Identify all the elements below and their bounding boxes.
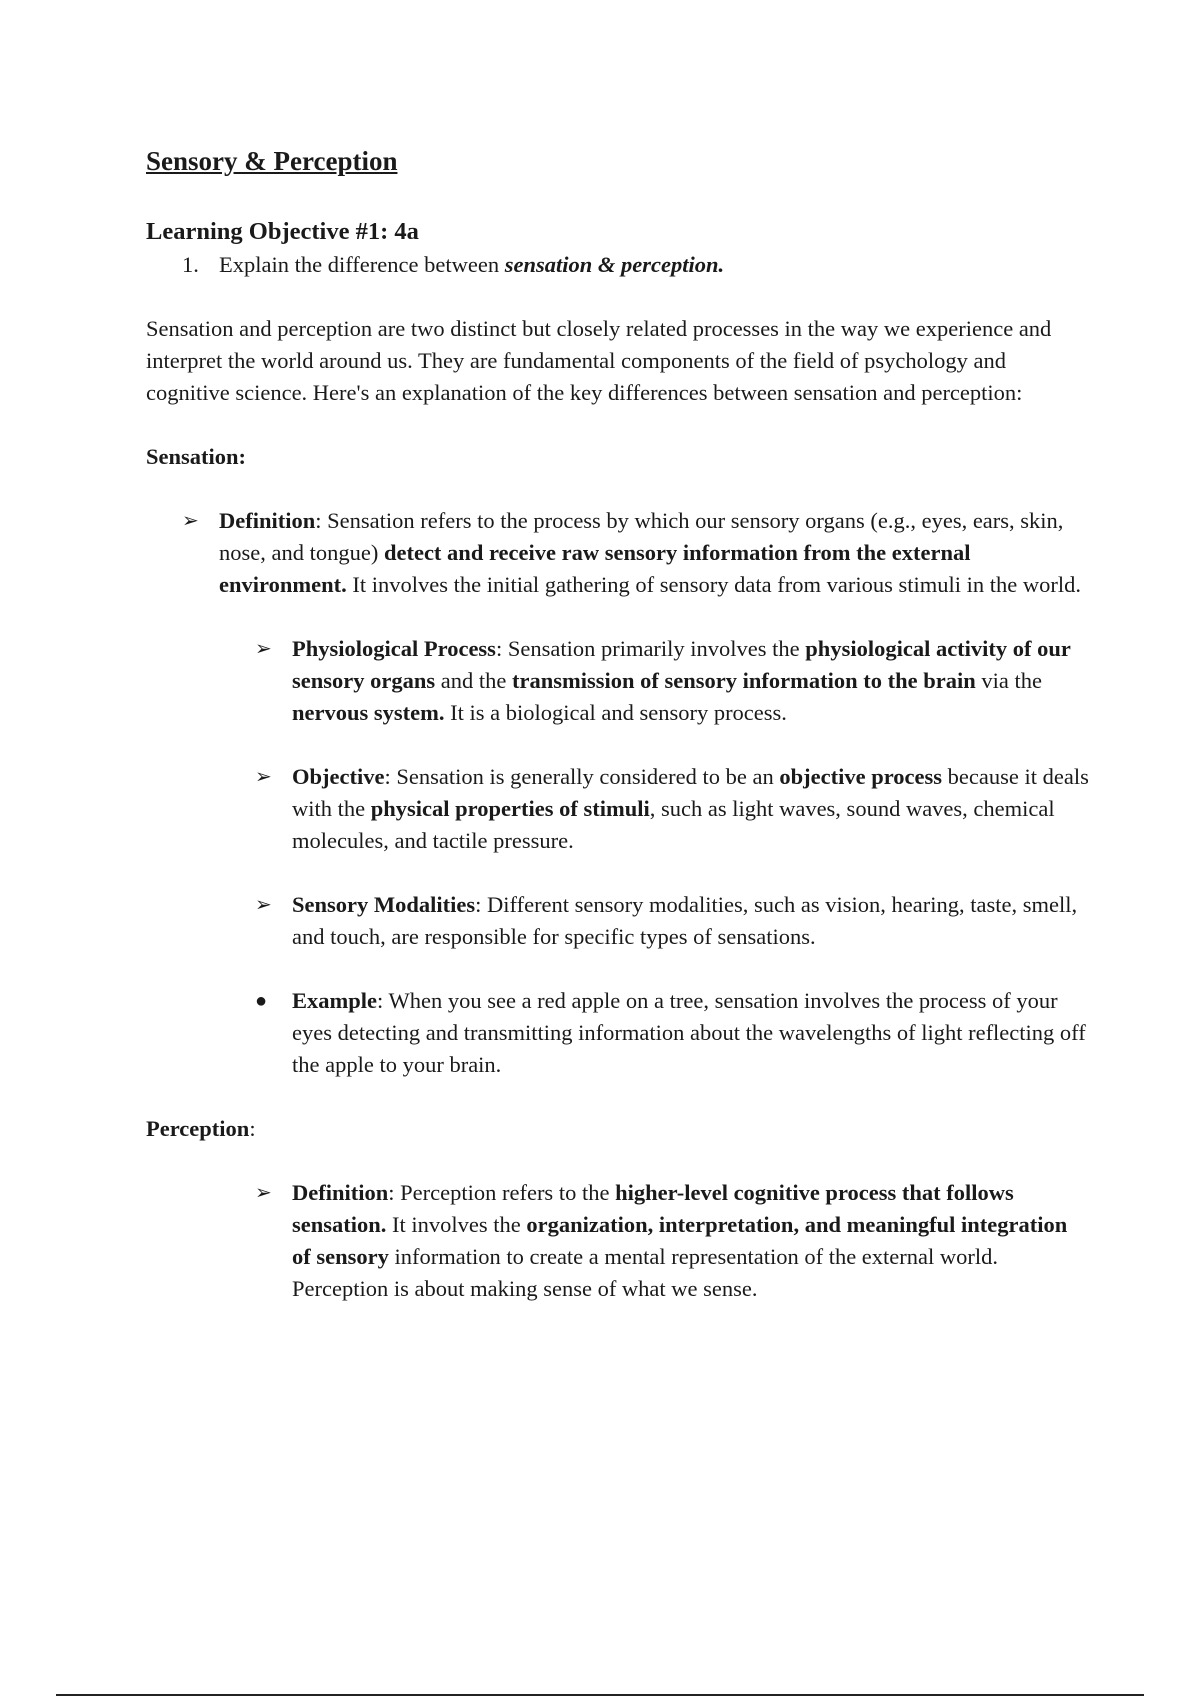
sensation-modalities: ➢ Sensory Modalities: Different sensory modalities, such as vision, hearing, taste, smell, and touch, are responsible for specific types of sensations. <box>255 889 1090 953</box>
document-page <box>146 143 1090 1305</box>
arrow-bullet-icon: ➢ <box>182 510 199 532</box>
sensation-heading: Sensation: <box>146 444 247 469</box>
learning-objective-heading: Learning Objective #1: 4a <box>146 218 419 245</box>
objective-emphasis: sensation & perception. <box>504 252 725 277</box>
list-number: 1. <box>182 252 199 277</box>
perception-definition: ➢ Definition: Perception refers to the higher-level cognitive process that follows sensation. It involves the organization, interpretation, and meaningful integration of sensory information to create a mental representation of the external world. Perception is about making sense of what we sense. <box>255 1177 1090 1305</box>
arrow-bullet-icon: ➢ <box>255 638 272 660</box>
sensation-objective: ➢ Objective: Sensation is generally considered to be an objective process because it deals with the physical properties of stimuli, such as light waves, sound waves, chemical molecules, and tactile pressure. <box>255 761 1090 857</box>
sensation-definition: ➢ Definition: Sensation refers to the process by which our sensory organs (e.g., eyes, ears, skin, nose, and tongue) detect and receive raw sensory information from the external environment. It involves the initial gathering of sensory data from various stimuli in the world. <box>182 505 1090 601</box>
footer-divider <box>56 1694 1144 1696</box>
perception-heading: Perception: <box>146 1116 256 1141</box>
arrow-bullet-icon: ➢ <box>255 1182 272 1204</box>
objective-text: Explain the difference between sensation & perception. <box>219 252 725 277</box>
sensation-physiological-process: ➢ Physiological Process: Sensation primarily involves the physiological activity of our sensory organs and the transmission of sensory information to the brain via the nervous system. It is a biological and sensory process. <box>255 633 1090 729</box>
dot-bullet-icon: ● <box>255 990 268 1012</box>
arrow-bullet-icon: ➢ <box>255 894 272 916</box>
intro-paragraph: Sensation and perception are two distinct but closely related processes in the way we experience and interpret the world around us. They are fundamental components of the field of psychology and cognitive science. Here's an explanation of the key differences between sensation and perception: <box>146 316 1052 405</box>
sensation-example: ● Example: When you see a red apple on a tree, sensation involves the process of your eyes detecting and transmitting information about the wavelengths of light reflecting off the apple to your brain. <box>255 985 1090 1081</box>
arrow-bullet-icon: ➢ <box>255 766 272 788</box>
objective-list-item <box>182 249 1090 281</box>
page-title: Sensory & Perception <box>146 146 398 176</box>
